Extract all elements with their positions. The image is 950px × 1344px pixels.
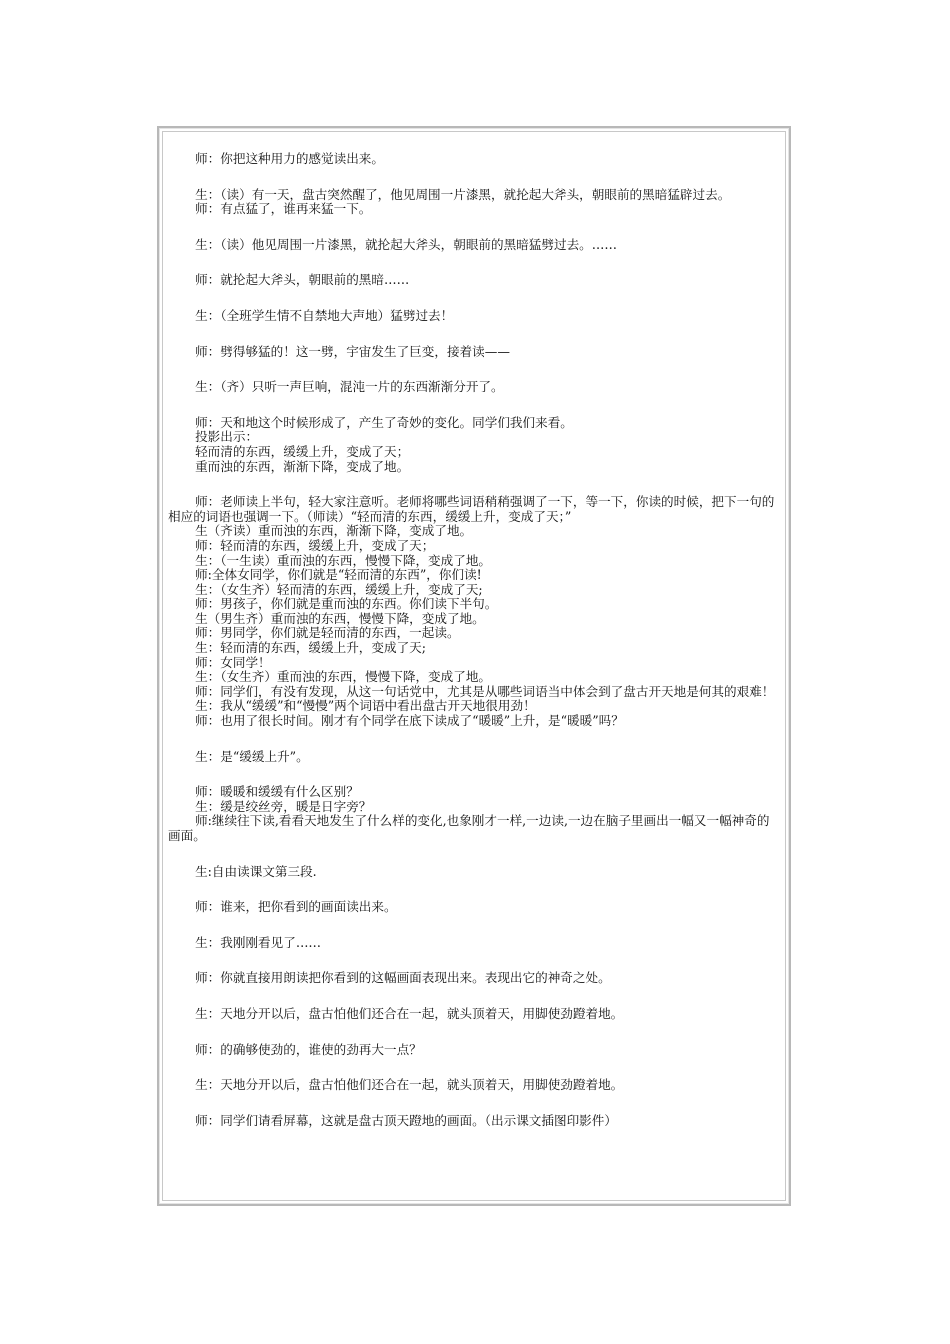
paragraph: 轻而清的东西，缓缓上升，变成了天；	[195, 443, 410, 459]
paragraph: 师：劈得够猛的！这一劈，宇宙发生了巨变，接着读——	[195, 343, 510, 359]
paragraph: 师：暖暖和缓缓有什么区别？	[195, 784, 359, 800]
paragraph: 师：老师读上半句，轻大家注意听。老师将哪些词语稍稍强调了一下，等一下，你读的时候，把下一句的相应的词语也强调一下。（师读）“轻而清的东西，缓缓上升，变成了天；”	[168, 494, 775, 524]
paragraph: 师：谁来，把你看到的画面读出来。	[195, 899, 397, 915]
paragraph: 生：（读）有一天，盘古突然醒了，他见周围一片漆黑，就抡起大斧头，朝眼前的黑暗猛辟过去。	[195, 186, 731, 202]
paragraph: 师：你把这种用力的感觉读出来。	[195, 151, 384, 166]
paragraph: 师：你就直接用朗读把你看到的这幅画面表现出来。表现出它的神奇之处。	[195, 970, 611, 986]
document-body	[168, 152, 782, 1128]
paragraph: 师：也用了很长时间。刚才有个同学在底下读成了“暖暖”上升，是“暖暖”吗？	[195, 713, 624, 729]
paragraph: 生：是“缓缓上升”。	[195, 748, 309, 764]
paragraph: 生：我刚刚看见了……	[195, 934, 322, 950]
paragraph: 生：我从“缓缓”和“慢慢”两个词语中看出盘古开天地很用劲！	[195, 698, 536, 714]
paragraph: 生：天地分开以后，盘古怕他们还合在一起，就头顶着天，用脚使劲蹬着地。	[195, 1077, 624, 1093]
paragraph: 生（男生齐）重而浊的东西，慢慢下降，变成了地。	[195, 610, 485, 626]
paragraph: 生:自由读课文第三段.	[195, 863, 317, 879]
paragraph: 师:全体女同学，你们就是“轻而清的东西”，你们读!	[195, 567, 482, 583]
paragraph: 师：同学们请看屏幕，这就是盘古顶天蹬地的画面。（出示课文插图印影件）	[195, 1112, 617, 1128]
paragraph: 师：有点猛了，谁再来猛一下。	[195, 201, 372, 217]
paragraph: 生：轻而清的东西，缓缓上升，变成了天;	[195, 640, 427, 656]
paragraph: 生：天地分开以后，盘古怕他们还合在一起，就头顶着天，用脚使劲蹬着地。	[195, 1005, 624, 1021]
paragraph: 生：缓是绞丝旁，暖是日字旁？	[195, 798, 372, 814]
paragraph: 师：男孩子，你们就是重而浊的东西。你们读下半句。	[195, 596, 498, 612]
paragraph: 师：天和地这个时候形成了，产生了奇妙的变化。同学们我们来看。	[195, 414, 573, 430]
paragraph: 生：（女生齐）轻而清的东西，缓缓上升，变成了天;	[195, 581, 483, 597]
paragraph: 师：就抡起大斧头，朝眼前的黑暗……	[195, 272, 410, 288]
paragraph: 师：男同学，你们就是轻而清的东西，一起读。	[195, 625, 460, 641]
paragraph: 生：（一生读）重而浊的东西，慢慢下降，变成了地。	[195, 552, 492, 568]
paragraph: 师：轻而清的东西，缓缓上升，变成了天；	[195, 537, 435, 553]
paragraph: 投影出示：	[195, 429, 259, 445]
paragraph: 生：（读）他见周围一片漆黑，就抡起大斧头，朝眼前的黑暗猛劈过去。……	[195, 236, 617, 252]
paragraph: 师：的确够使劲的，谁使的劲再大一点？	[195, 1041, 422, 1057]
paragraph: 生：（女生齐）重而浊的东西，慢慢下降，变成了地。	[195, 669, 492, 685]
document-frame	[157, 126, 791, 1206]
paragraph: 师:继续往下读,看看天地发生了什么样的变化,也象刚才一样,一边读,一边在脑子里画出一幅又一幅神奇的画面。	[168, 813, 770, 843]
paragraph: 生：（全班学生情不自禁地大声地）猛劈过去！	[195, 307, 454, 323]
paragraph: 生：（齐）只听一声巨响，混沌一片的东西渐渐分开了。	[195, 379, 504, 395]
paragraph: 生（齐读）重而浊的东西，渐渐下降，变成了地。	[195, 523, 473, 539]
paragraph: 师：女同学！	[195, 654, 271, 670]
paragraph: 重而浊的东西，渐渐下降，变成了地。	[195, 458, 410, 474]
paragraph: 师：同学们，有没有发现，从这一句话党中，尤其是从哪些词语当中体会到了盘古开天地是何其的艰难！	[195, 683, 775, 699]
